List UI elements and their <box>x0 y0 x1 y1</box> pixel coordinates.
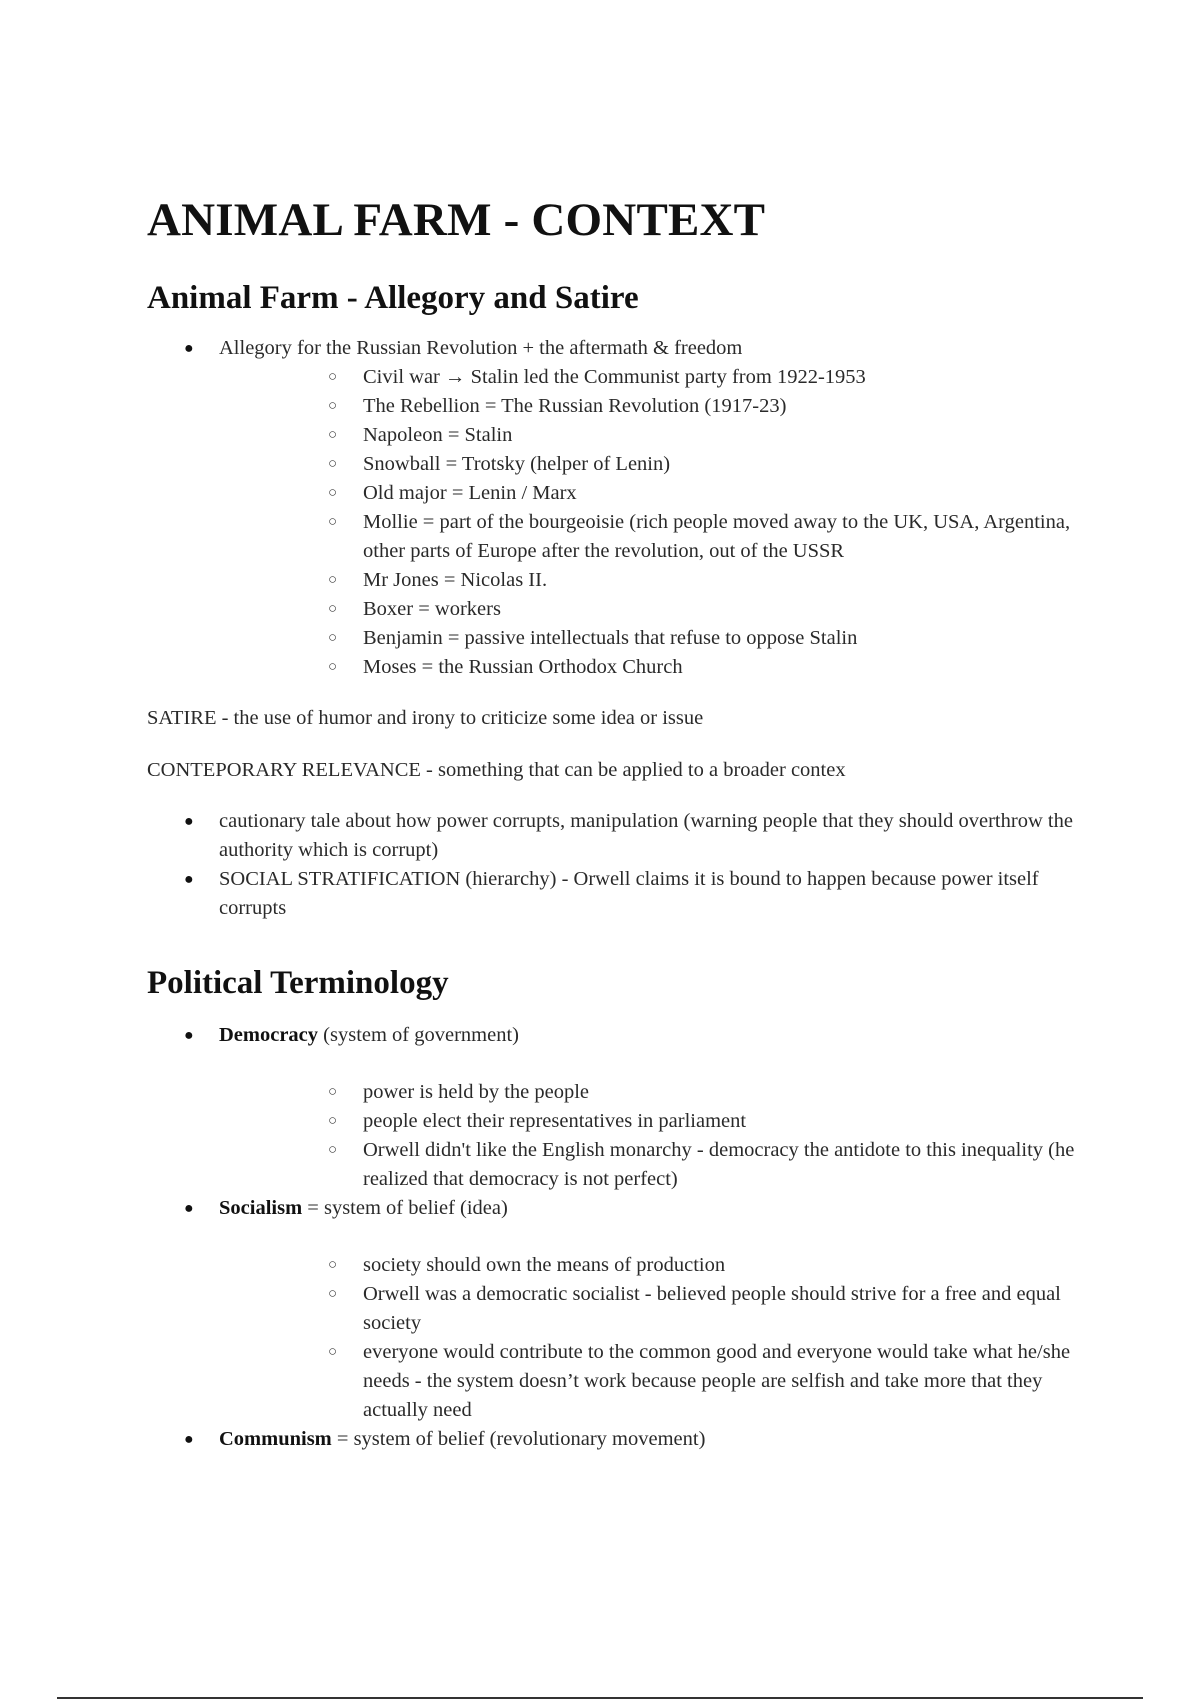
sub-item-text: Old major = Lenin / Marx <box>363 482 577 504</box>
term-communism: Communism <box>219 1428 332 1450</box>
terminology-list <box>147 1021 1077 1454</box>
section-heading-terminology: Political Terminology <box>147 965 449 1001</box>
sub-bullet-icon: ○ <box>328 1286 338 1302</box>
sub-bullet-icon: ○ <box>328 514 338 530</box>
sub-bullet-icon: ○ <box>328 1257 338 1273</box>
sub-bullet-icon: ○ <box>328 398 338 414</box>
sub-item-text: Snowball = Trotsky (helper of Lenin) <box>363 453 671 475</box>
list-item <box>219 1338 1077 1425</box>
list-item <box>147 1425 1077 1454</box>
sub-item-text: society should own the means of production <box>363 1254 726 1276</box>
relevance-item-text: SOCIAL STRATIFICATION (hierarchy) - Orwell claims it is bound to happen because power itself corrupts <box>219 868 1039 919</box>
allegory-bullet-text: Allegory for the Russian Revolution + the aftermath & freedom <box>219 337 743 359</box>
list-item <box>219 450 1077 479</box>
list-item <box>219 653 1077 682</box>
sub-item-text: everyone would contribute to the common good and everyone would take what he/she needs - the system doesn’t work because people are selfish and take more that they actually need <box>363 1341 1071 1421</box>
term-socialism: Socialism <box>219 1197 303 1219</box>
sub-item-text: Orwell was a democratic socialist - believed people should strive for a free and equal society <box>363 1283 1061 1334</box>
sub-item-text: Moses = the Russian Orthodox Church <box>363 656 683 678</box>
sub-bullet-icon: ○ <box>328 601 338 617</box>
list-item <box>219 595 1077 624</box>
list-item <box>219 392 1077 421</box>
sub-bullet-icon: ○ <box>328 1113 338 1129</box>
list-item <box>147 1194 1077 1425</box>
list-item <box>219 508 1077 566</box>
sub-bullet-icon: ○ <box>328 369 338 385</box>
bullet-icon: ● <box>184 1431 194 1448</box>
sub-bullet-icon: ○ <box>328 572 338 588</box>
bullet-icon: ● <box>184 871 194 888</box>
list-item <box>219 1251 1077 1280</box>
term-description: = system of belief (revolutionary movement) <box>331 1428 706 1450</box>
list-item <box>219 363 1077 392</box>
sub-item-text: Mr Jones = Nicolas II. <box>363 569 548 591</box>
allegory-list <box>147 334 1077 682</box>
sub-bullet-icon: ○ <box>328 630 338 646</box>
list-item <box>219 1078 1077 1107</box>
list-item <box>219 1280 1077 1338</box>
sub-item-text: Boxer = workers <box>363 598 501 620</box>
bullet-icon: ● <box>184 1200 194 1217</box>
list-item <box>219 566 1077 595</box>
bullet-icon: ● <box>184 340 194 357</box>
sub-bullet-icon: ○ <box>328 1344 338 1360</box>
sub-bullet-icon: ○ <box>328 1142 338 1158</box>
sub-item-text: Orwell didn't like the English monarchy - democracy the antidote to this inequality (he realized that democracy is not perfect) <box>363 1139 1075 1190</box>
document-page <box>147 190 1077 1454</box>
list-item <box>219 1136 1077 1194</box>
sub-bullet-icon: ○ <box>328 1084 338 1100</box>
democracy-sub-list <box>219 1078 1077 1194</box>
bullet-icon: ● <box>184 813 194 830</box>
list-item <box>219 624 1077 653</box>
list-item <box>219 1107 1077 1136</box>
list-item <box>147 334 1077 682</box>
sub-item-text: power is held by the people <box>363 1081 590 1103</box>
sub-bullet-icon: ○ <box>328 485 338 501</box>
list-item <box>147 865 1077 923</box>
sub-bullet-icon: ○ <box>328 456 338 472</box>
term-description: = system of belief (idea) <box>302 1197 508 1219</box>
relevance-item-text: cautionary tale about how power corrupts, manipulation (warning people that they should overthrow the authority which is corrupt) <box>219 810 1073 861</box>
sub-item-text: people elect their representatives in parliament <box>363 1110 747 1132</box>
section-heading-allegory: Animal Farm - Allegory and Satire <box>147 280 639 316</box>
document-title: ANIMAL FARM - CONTEXT <box>147 194 766 246</box>
term-description: (system of government) <box>318 1024 519 1046</box>
term-democracy: Democracy <box>219 1024 319 1046</box>
page-bottom-rule <box>57 1697 1143 1699</box>
relevance-list <box>147 807 1077 923</box>
socialism-sub-list <box>219 1251 1077 1425</box>
list-item <box>147 807 1077 865</box>
sub-item-text: Mollie = part of the bourgeoisie (rich people moved away to the UK, USA, Argentina, other parts of Europe after the revolution, out of the USSR <box>363 511 1071 562</box>
sub-item-text: Napoleon = Stalin <box>363 424 513 446</box>
sub-item-text: Benjamin = passive intellectuals that refuse to oppose Stalin <box>363 627 858 649</box>
bullet-icon: ● <box>184 1027 194 1044</box>
sub-item-text: The Rebellion = The Russian Revolution (1917-23) <box>363 395 787 417</box>
sub-item-text: Civil war → Stalin led the Communist party from 1922-1953 <box>363 366 866 388</box>
sub-bullet-icon: ○ <box>328 659 338 675</box>
list-item <box>219 421 1077 450</box>
list-item <box>147 1021 1077 1194</box>
allegory-sub-list <box>219 363 1077 682</box>
satire-definition: SATIRE - the use of humor and irony to criticize some idea or issue <box>147 707 704 729</box>
list-item <box>219 479 1077 508</box>
relevance-definition: CONTEPORARY RELEVANCE - something that can be applied to a broader contex <box>147 759 846 781</box>
sub-bullet-icon: ○ <box>328 427 338 443</box>
